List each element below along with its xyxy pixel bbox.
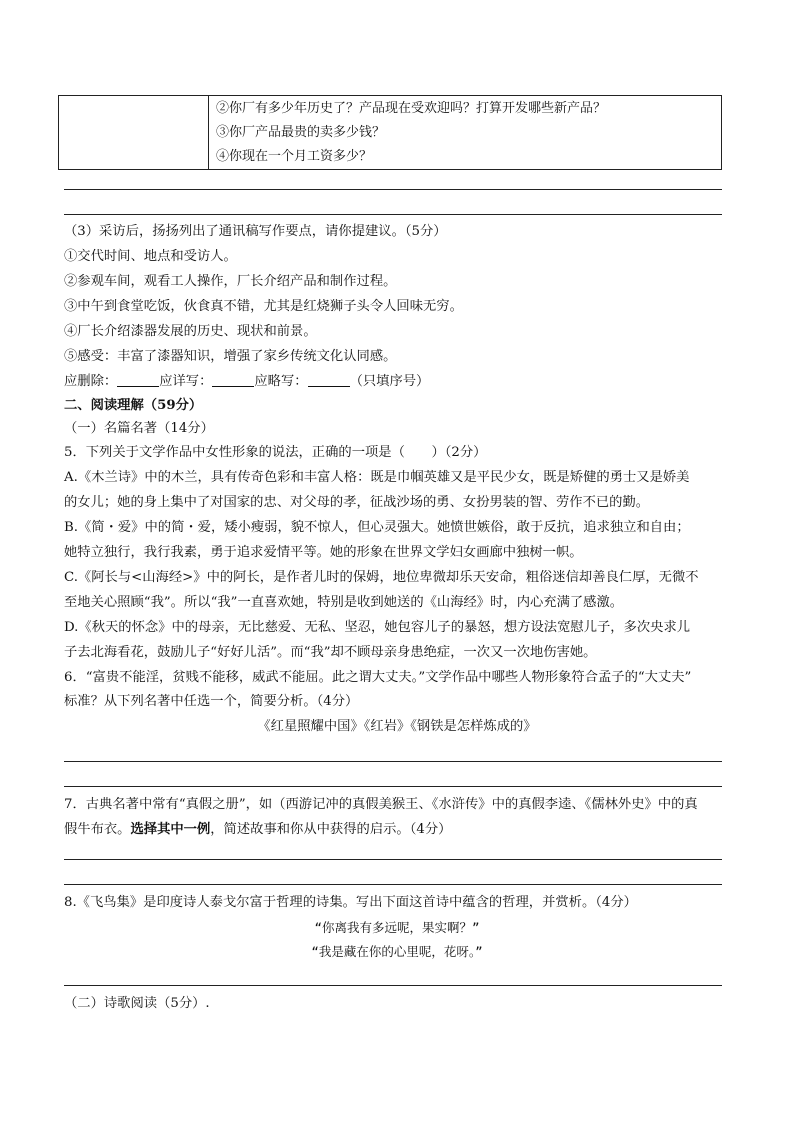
table-column-divider (208, 96, 209, 169)
q3-item: ⑤感受：丰富了漆器知识，增强了家乡传统文化认同感。 (64, 349, 397, 364)
q3-prompt: （3）采访后，扬扬列出了通讯稿写作要点，请你提建议。（5分） (64, 224, 447, 239)
q5-option-b-cont: 她特立独行，我行我素，勇于追求爱情平等。她的形象在世界文学妇女画廊中独树一帜。 (64, 545, 583, 560)
table-line: ③你厂产品最贵的卖多少钱？ (216, 125, 386, 140)
q6-stem: 6．“富贵不能淫，贫贱不能移，威武不能屈。此之谓大丈夫。”文学作品中哪些人物形象符合孟子的“大丈夫” (64, 670, 692, 685)
q8-stem: 8.《飞鸟集》是印度诗人泰戈尔富于哲理的诗集。写出下面这首诗中蕴含的哲理，并赏析。（4分） (64, 895, 637, 910)
q3-item: ④厂长介绍漆器发展的历史、现状和前景。 (64, 324, 317, 339)
q3-item: ①交代时间、地点和受访人。 (64, 249, 237, 264)
q5-option-b: B.《简・爱》中的简・爱，矮小瘦弱，貌不惊人，但心灵强大。她愤世嫉俗，敢于反抗，追求独立和自由； (64, 520, 690, 535)
q3-item: ③中午到食堂吃饭，伙食真不错，尤其是红烧狮子头令人回味无穷。 (64, 299, 463, 314)
part1-title: （一）名篇名著（14分） (64, 421, 214, 436)
q7-stem-cont: 假牛布衣。选择其中一例，简述故事和你从中获得的启示。（4分） (64, 822, 452, 837)
detail-label: 应详写： (159, 374, 213, 389)
delete-blank[interactable] (117, 372, 159, 387)
q8-poem-line: “我是藏在你的心里呢，花呀。” (311, 944, 483, 959)
table-line: ④你现在一个月工资多少？ (216, 149, 373, 164)
answer-line[interactable] (64, 761, 722, 762)
q5-stem: 5．下列关于文学作品中女性形象的说法，正确的一项是（ ）（2分） (64, 445, 487, 460)
q8-poem-line: “你离我有多远呢，果实啊？” (314, 920, 480, 935)
part2-title: （二）诗歌阅读（5分）. (64, 996, 210, 1011)
answer-line[interactable] (64, 985, 722, 986)
answer-line[interactable] (64, 859, 722, 860)
q5-option-a-cont: 的女儿；她的身上集中了对国家的忠、对父母的孝，征战沙场的勇、女扮男装的智、劳作不已的勤。 (64, 495, 650, 510)
q5-option-a: A.《木兰诗》中的木兰，具有传奇色彩和丰富人格：既是巾帼英雄又是平民少女，既是矫健的勇士又是娇美 (64, 470, 690, 485)
detail-blank[interactable] (212, 372, 254, 387)
answer-line[interactable] (64, 786, 722, 787)
q5-option-d-cont: 子去北海看花，鼓励儿子“好好儿活”。而“我”却不顾母亲身患绝症，一次又一次地伤害她。 (64, 645, 597, 660)
interview-question-table (58, 95, 722, 170)
q5-option-c: C.《阿长与<山海经>》中的阿长，是作者儿时的保姆，地位卑微却乐天安命，粗俗迷信却善良仁厚，无微不 (64, 570, 699, 585)
section-title: 二、阅读理解（59分） (64, 398, 203, 413)
brief-blank[interactable] (308, 372, 350, 387)
delete-label: 应删除： (64, 374, 118, 389)
table-line: ②你厂有多少年历史了？产品现在受欢迎吗？打算开发哪些新产品？ (216, 101, 607, 116)
brief-label: 应略写： (254, 374, 308, 389)
q5-option-c-cont: 至地关心照顾“我”。所以“我”一直喜欢她，特别是收到她送的《山海经》时，内心充满了感激。 (64, 595, 624, 610)
q7-stem: 7．古典名著中常有“真假之册”，如（西游记冲的真假美猴王、《水浒传》中的真假李逵、《儒林外史》中的真 (64, 797, 698, 812)
q6-book-list: 《红星照耀中国》《红岩》《钢铁是怎样炼成的》 (257, 719, 537, 734)
q6-stem-cont: 标准？从下列名著中任选一个，简要分析。（4分） (64, 694, 359, 709)
answer-line[interactable] (64, 214, 722, 215)
q7-emphasis: 选择其中一例 (130, 822, 211, 837)
answer-line[interactable] (64, 884, 722, 885)
q3-answer-row (64, 372, 429, 392)
q3-item: ②参观车间，观看工人操作，厂长介绍产品和制作过程。 (64, 274, 397, 289)
answer-note: （只填序号） (349, 374, 430, 389)
answer-line[interactable] (64, 189, 722, 190)
q5-option-d: D.《秋天的怀念》中的母亲，无比慈爱、无私、坚忍，她包容儿子的暴怒，想方设法宽慰儿子，多次央求儿 (64, 620, 691, 635)
